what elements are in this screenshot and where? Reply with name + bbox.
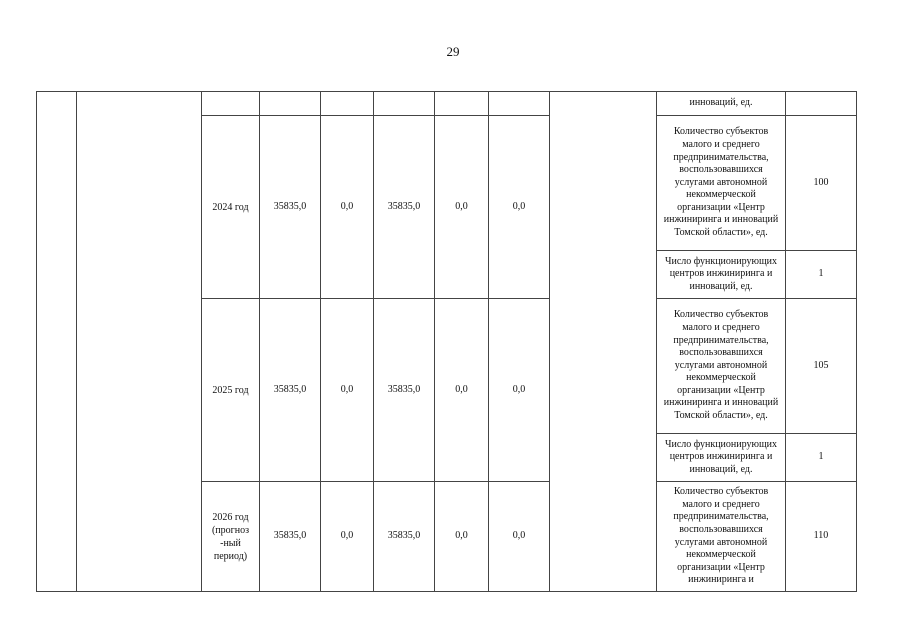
indicator-value-cell: 100	[786, 116, 857, 251]
value-cell: 0,0	[321, 299, 374, 482]
value-cell: 0,0	[489, 116, 550, 299]
executor-cell	[550, 92, 657, 592]
name-cell	[77, 92, 202, 592]
indicator-value-cell: 110	[786, 482, 857, 592]
indicator-cell: Число функционирующих центров инжиниринга и инноваций, ед.	[657, 434, 786, 482]
indicator-cell: Число функционирующих центров инжиниринга и инноваций, ед.	[657, 251, 786, 299]
table-row	[37, 92, 857, 116]
value-cell: 0,0	[435, 299, 489, 482]
value-cell: 0,0	[489, 482, 550, 592]
program-table	[36, 91, 857, 592]
value-cell	[260, 92, 321, 116]
indicator-value-cell: 1	[786, 434, 857, 482]
value-cell	[321, 92, 374, 116]
year-cell	[202, 482, 260, 592]
value-cell	[435, 92, 489, 116]
value-cell: 0,0	[489, 299, 550, 482]
indicator-value-cell	[786, 92, 857, 116]
value-cell: 35835,0	[260, 116, 321, 299]
value-cell: 35835,0	[374, 482, 435, 592]
page-number: 29	[446, 44, 460, 59]
indicator-cell: Количество субъектов малого и среднего предпринимательства, воспользовавшихся услугами автономной некоммерческой организации «Центр инжиниринга и инноваций Томской области», ед.	[657, 116, 786, 251]
value-cell: 35835,0	[374, 116, 435, 299]
year-cell: 2025 год	[202, 299, 260, 482]
indicator-cell: инноваций, ед.	[657, 92, 786, 116]
value-cell: 0,0	[435, 482, 489, 592]
value-cell	[489, 92, 550, 116]
year-cell: 2024 год	[202, 116, 260, 299]
indicator-value-cell: 1	[786, 251, 857, 299]
value-cell: 0,0	[321, 482, 374, 592]
year-cell	[202, 92, 260, 116]
indicator-value-cell: 105	[786, 299, 857, 434]
indicator-cell: Количество субъектов малого и среднего предпринимательства, воспользовавшихся услугами автономной некоммерческой организации «Центр инжиниринга и инноваций Томской области», ед.	[657, 299, 786, 434]
value-cell: 0,0	[321, 116, 374, 299]
value-cell: 0,0	[435, 116, 489, 299]
value-cell	[374, 92, 435, 116]
value-cell: 35835,0	[260, 482, 321, 592]
value-cell: 35835,0	[374, 299, 435, 482]
value-cell: 35835,0	[260, 299, 321, 482]
number-cell	[37, 92, 77, 592]
indicator-cell: Количество субъектов малого и среднего предпринимательства, воспользовавшихся услугами автономной некоммерческой организации «Центр инжиниринга и	[657, 482, 786, 592]
year-label: 2026 год (прогноз-ный период)	[211, 511, 250, 562]
